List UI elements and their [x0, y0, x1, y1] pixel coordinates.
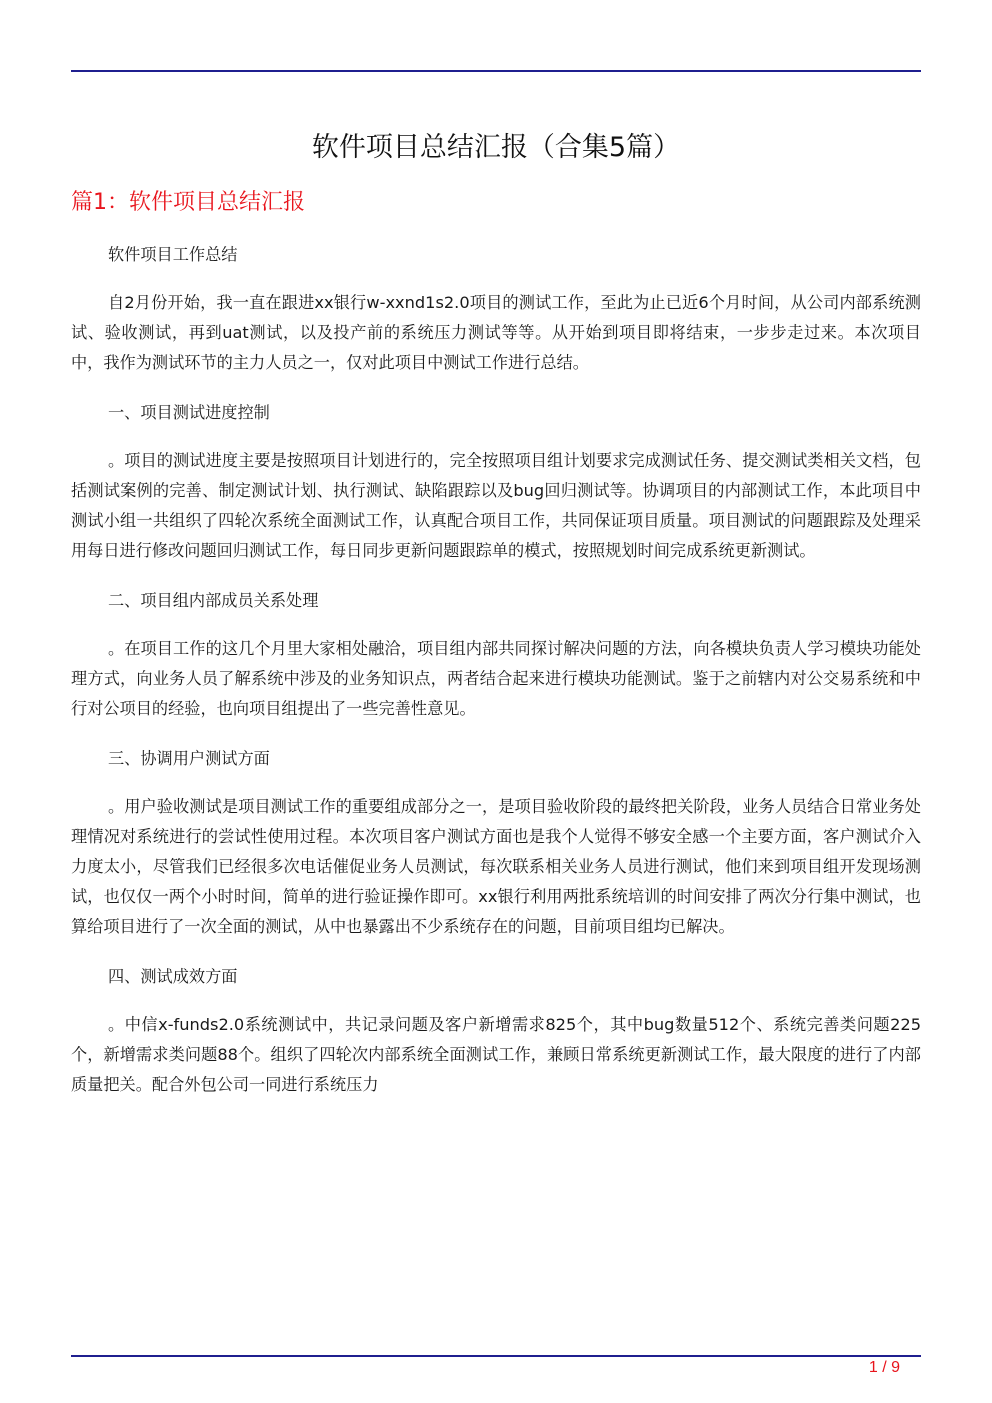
document-body	[71, 240, 921, 1120]
paragraph-subtitle: 软件项目工作总结	[108, 245, 238, 264]
heading-team-relations: 二、项目组内部成员关系处理	[108, 591, 319, 610]
paragraph-test-results: 。中信x-funds2.0系统测试中，共记录问题及客户新增需求825个，其中bug数量512个、系统完善类问题225个，新增需求类问题88个。组织了四轮次内部系统全面测试工作，兼顾日常系统更新测试工作，最大限度的进行了内部质量把关。配合外包公司一同进行系统压力	[71, 1015, 921, 1094]
heading-progress-control: 一、项目测试进度控制	[108, 403, 270, 422]
header-rule	[71, 70, 921, 72]
footer-rule	[71, 1355, 921, 1357]
paragraph-user-testing: 。用户验收测试是项目测试工作的重要组成部分之一，是项目验收阶段的最终把关阶段，业务人员结合日常业务处理情况对系统进行的尝试性使用过程。本次项目客户测试方面也是我个人觉得不够安全感一个主要方面，客户测试介入力度太小，尽管我们已经很多次电话催促业务人员测试，每次联系相关业务人员进行测试，他们来到项目组开发现场测试，也仅仅一两个小时时间，简单的进行验证操作即可。xx银行利用两批系统培训的时间安排了两次分行集中测试，也算给项目进行了一次全面的测试，从中也暴露出不少系统存在的问题，目前项目组均已解决。	[71, 797, 921, 936]
heading-user-testing: 三、协调用户测试方面	[108, 749, 270, 768]
paragraph-team-relations: 。在项目工作的这几个月里大家相处融洽，项目组内部共同探讨解决问题的方法，向各模块负责人学习模块功能处理方式，向业务人员了解系统中涉及的业务知识点，两者结合起来进行模块功能测试。鉴于之前辖内对公交易系统和中行对公项目的经验，也向项目组提出了一些完善性意见。	[71, 639, 921, 718]
document-title: 软件项目总结汇报（合集5篇）	[311, 132, 681, 163]
page-number: 1 / 9	[868, 1359, 900, 1376]
paragraph-progress-control: 。项目的测试进度主要是按照项目计划进行的，完全按照项目组计划要求完成测试任务、提交测试类相关文档，包括测试案例的完善、制定测试计划、执行测试、缺陷跟踪以及bug回归测试等。协调项目的内部测试工作，本此项目中测试小组一共组织了四轮次系统全面测试工作，认真配合项目工作，共同保证项目质量。项目测试的问题跟踪及处理采用每日进行修改问题回归测试工作，每日同步更新问题跟踪单的模式，按照规划时间完成系统更新测试。	[71, 451, 921, 560]
heading-test-results: 四、测试成效方面	[108, 967, 238, 986]
paragraph-intro: 自2月份开始，我一直在跟进xx银行w-xxnd1s2.0项目的测试工作，至此为止已近6个月时间，从公司内部系统测试、验收测试，再到uat测试，以及投产前的系统压力测试等等。从开始到项目即将结束，一步步走过来。本次项目中，我作为测试环节的主力人员之一，仅对此项目中测试工作进行总结。	[71, 293, 921, 372]
section-heading: 篇1：软件项目总结汇报	[71, 190, 305, 215]
